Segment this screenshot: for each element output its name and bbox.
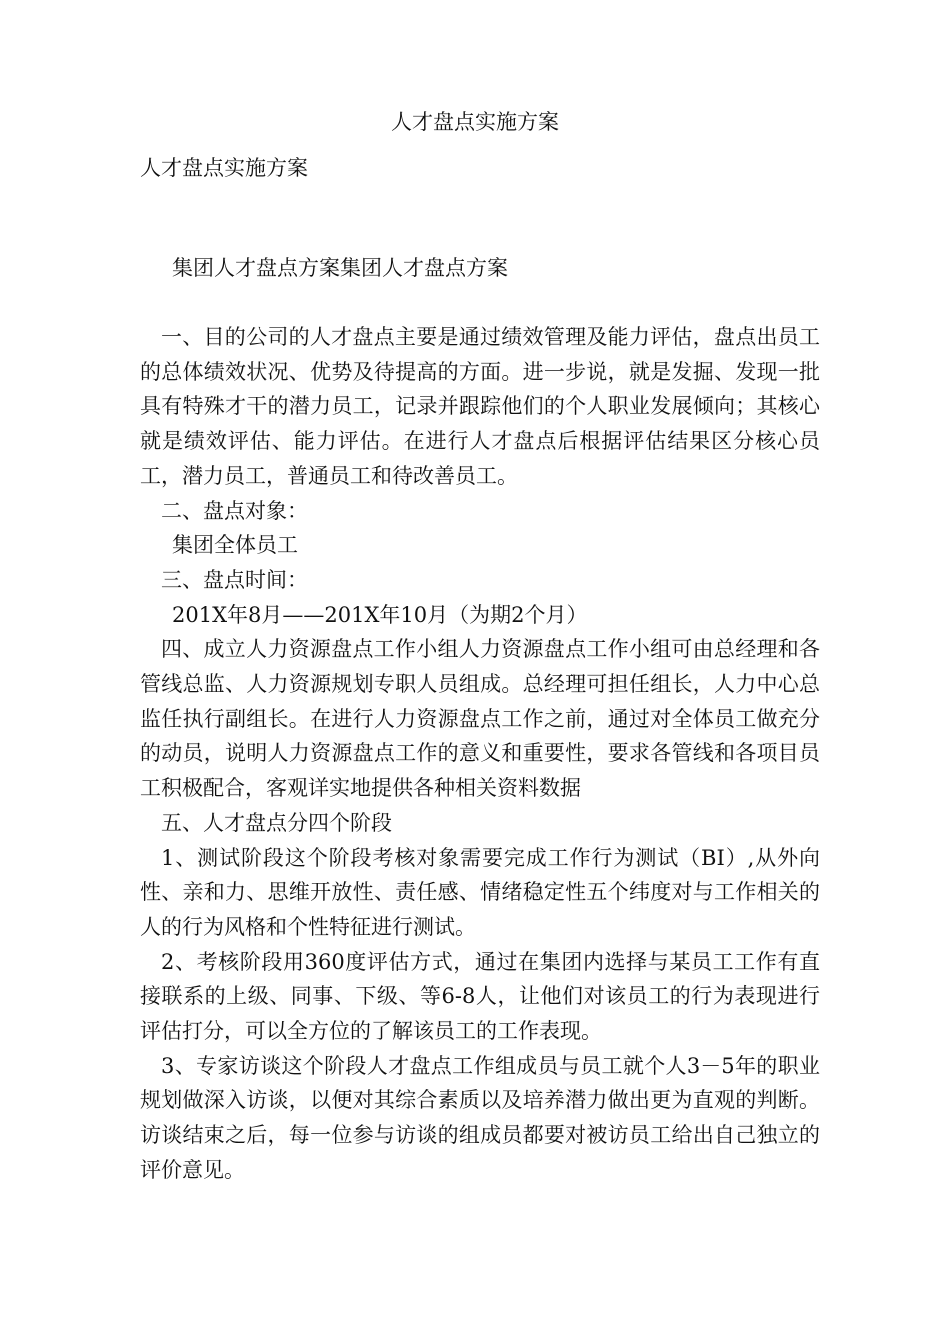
paragraph-time-heading: 三、盘点时间： — [161, 567, 308, 592]
paragraph-stage-1: 1、测试阶段这个阶段考核对象需要完成工作行为测试（BI）,从外向性、亲和力、思维开放性、责任感、情绪稳定性五个纬度对与工作相关的人的行为风格和个性特征进行测试。 — [140, 845, 820, 939]
document-title: 人才盘点实施方案 — [391, 110, 559, 134]
document-subtitle: 人才盘点实施方案 — [140, 156, 308, 180]
paragraph-target-value: 集团全体员工 — [172, 533, 298, 558]
paragraph-stages-heading: 五、人才盘点分四个阶段 — [161, 810, 392, 835]
paragraph-time-value: 201X年8月——201X年10月（为期2个月） — [172, 602, 588, 627]
paragraph-purpose: 一、目的公司的人才盘点主要是通过绩效管理及能力评估，盘点出员工的总体绩效状况、优势及待提高的方面。进一步说，就是发掘、发现一批具有特殊才干的潜力员工，记录并跟踪他们的个人职业发展倾向；其核心就是绩效评估、能力评估。在进行人才盘点后根据评估结果区分核心员工，潜力员工，普通员工和待改善员工。 — [140, 325, 820, 488]
paragraph-stage-3: 3、专家访谈这个阶段人才盘点工作组成员与员工就个人3－5年的职业规划做深入访谈，以便对其综合素质以及培养潜力做出更为直观的判断。访谈结束之后，每一位参与访谈的组成员都要对被访员工给出自己独立的评价意见。 — [140, 1053, 820, 1182]
group-heading: 集团人才盘点方案集团人才盘点方案 — [172, 256, 508, 280]
document-body — [140, 320, 820, 1188]
paragraph-team: 四、成立人力资源盘点工作小组人力资源盘点工作小组可由总经理和各管线总监、人力资源规划专职人员组成。总经理可担任组长，人力中心总监任执行副组长。在进行人力资源盘点工作之前，通过对全体员工做充分的动员，说明人力资源盘点工作的意义和重要性，要求各管线和各项目员工积极配合，客观详实地提供各种相关资料数据 — [140, 637, 820, 801]
paragraph-stage-2: 2、考核阶段用360度评估方式，通过在集团内选择与某员工工作有直接联系的上级、同事、下级、等6-8人，让他们对该员工的行为表现进行评估打分，可以全方位的了解该员工的工作表现。 — [140, 949, 820, 1044]
paragraph-target-heading: 二、盘点对象： — [161, 498, 308, 523]
